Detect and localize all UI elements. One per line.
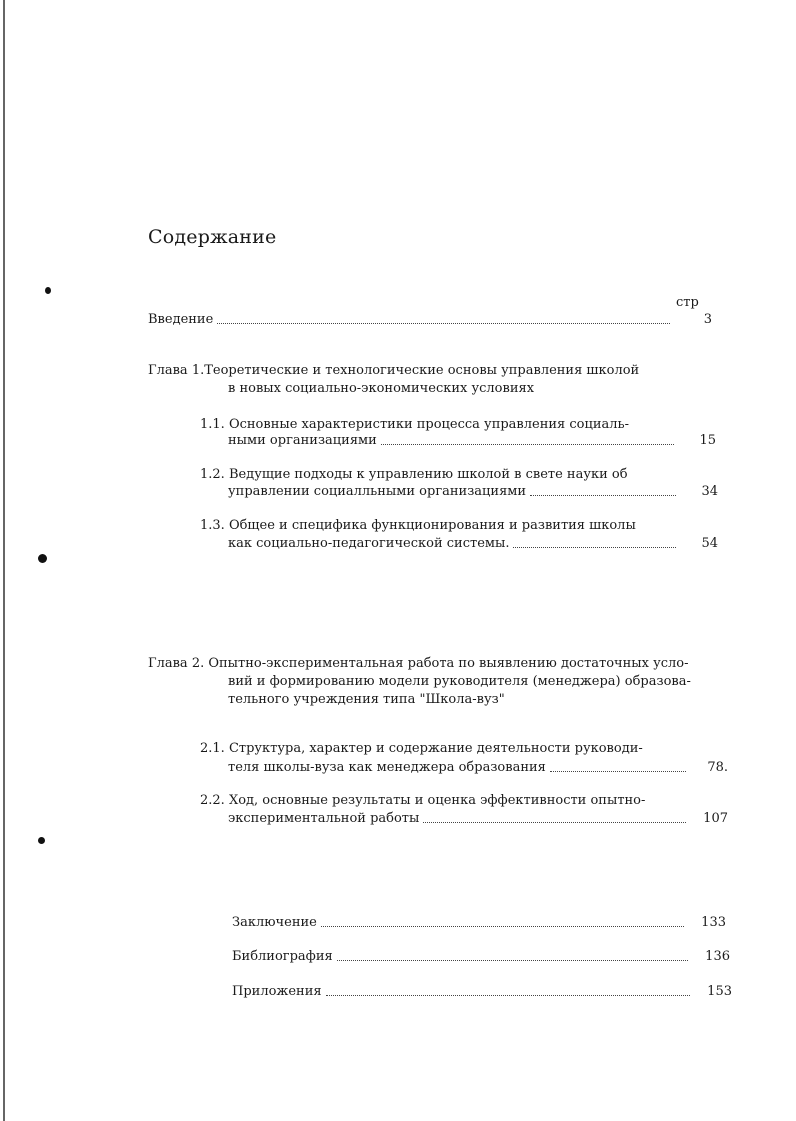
toc-page-number: 136 <box>705 949 730 964</box>
toc-page-number: 54 <box>701 536 718 551</box>
toc-page-number: 153 <box>707 984 732 999</box>
chapter-heading: Глава 1.Теоретические и технологические основы управления школой <box>148 363 640 378</box>
dot-leader <box>321 926 684 927</box>
section-title: 1.3. Общее и специфика функционирования и развития школы <box>200 518 636 533</box>
section-title: 1.1. Основные характеристики процесса управления социаль- <box>200 417 629 432</box>
toc-page-number: 34 <box>701 484 718 499</box>
section-title-cont: управлении социалльными организациями <box>228 484 527 499</box>
toc-entry-label: Библиография <box>232 949 333 964</box>
dot-leader <box>326 995 690 996</box>
toc-entry-conclusion[interactable] <box>232 914 726 931</box>
toc-entry-2-2[interactable] <box>228 810 728 827</box>
dot-leader <box>423 822 686 823</box>
dot-leader <box>381 444 674 445</box>
chapter-heading-cont: вий и формированию модели руководителя (менеджера) образова- <box>228 674 691 689</box>
section-title: 2.2. Ход, основные результаты и оценка эффективности опытно- <box>200 793 646 808</box>
dot-leader <box>550 771 686 772</box>
scan-edge-line <box>3 0 5 1121</box>
scan-speck <box>38 837 45 844</box>
toc-entry-1-3[interactable] <box>228 535 718 552</box>
toc-entry-2-1[interactable] <box>228 759 728 776</box>
toc-entry-label: Приложения <box>232 984 322 999</box>
toc-page-number: 107 <box>703 811 728 826</box>
toc-entry-label: Заключение <box>232 915 317 930</box>
page-column-label: стр <box>676 295 699 310</box>
section-title: 1.2. Ведущие подходы к управлению школой в свете науки об <box>200 467 628 482</box>
chapter-heading: Глава 2. Опытно-экспериментальная работа по выявлению достаточных усло- <box>148 656 689 671</box>
toc-page-number: 15 <box>699 433 716 448</box>
chapter-heading-cont: в новых социально-экономических условиях <box>228 381 535 396</box>
dot-leader <box>217 323 670 324</box>
section-title: 2.1. Структура, характер и содержание деятельности руководи- <box>200 741 643 756</box>
toc-entry-label: Введение <box>148 312 214 327</box>
scan-speck <box>45 287 51 294</box>
toc-page-number: 133 <box>701 915 726 930</box>
section-title-cont: теля школы-вуза как менеджера образования <box>228 760 546 775</box>
scan-speck <box>38 554 47 563</box>
toc-entry-1-1[interactable] <box>228 432 716 449</box>
toc-entry-intro[interactable] <box>148 311 712 328</box>
section-title-cont: ными организациями <box>228 433 377 448</box>
toc-entry-appendices[interactable] <box>232 983 732 1000</box>
dot-leader <box>337 960 688 961</box>
toc-entry-bibliography[interactable] <box>232 948 730 965</box>
section-title-cont: экспериментальной работы <box>228 811 420 826</box>
page-title: Содержание <box>148 226 277 248</box>
dot-leader <box>513 547 676 548</box>
toc-page-number: 78. <box>707 760 728 775</box>
toc-page-number: 3 <box>703 312 712 327</box>
chapter-heading-cont: тельного учреждения типа "Школа-вуз" <box>228 692 505 707</box>
toc-entry-1-2[interactable] <box>228 483 718 500</box>
section-title-cont: как социально-педагогической системы. <box>228 536 510 551</box>
dot-leader <box>530 495 676 496</box>
